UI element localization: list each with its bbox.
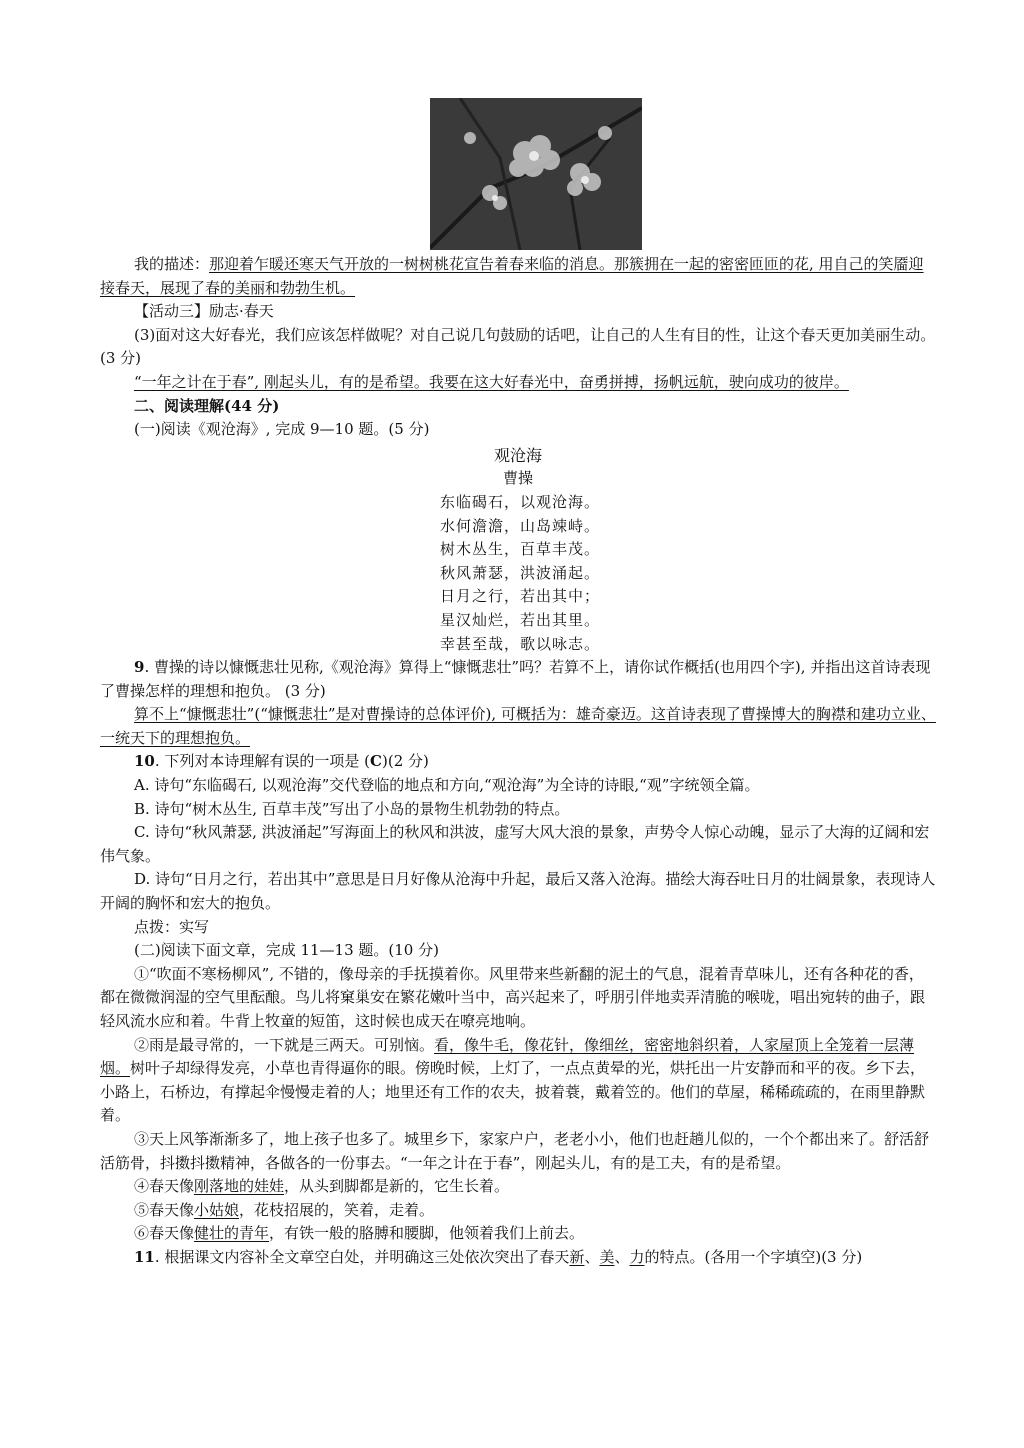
p6-fill: 健壮的青年	[194, 1224, 270, 1243]
p6-post: ，有铁一般的胳膊和腰脚，他领着我们上前去。	[269, 1224, 585, 1243]
passage-paragraph-4	[100, 1175, 936, 1199]
q11-answer-1: 新	[569, 1247, 585, 1266]
document-body	[100, 253, 936, 1270]
passage-paragraph-1: ①“吹面不寒杨柳风”, 不错的，像母亲的手抚摸着你。风里带来些新翻的泥土的气息，混着青草味儿，还有各种花的香，都在微微润湿的空气里酝酿。鸟儿将窠巢安在繁花嫩叶当中，高兴起来了，呼朋引伴地卖弄清脆的喉咙，唱出宛转的曲子，跟轻风流水应和着。牛背上牧童的短笛，这时候也成天在嘹亮地响。	[100, 964, 926, 1030]
poem-line: 秋风萧瑟，洪波涌起。	[440, 563, 601, 582]
q10-text: . 下列对本诗理解有误的一项是 (	[154, 752, 371, 771]
poem-line: 树木丛生，百草丰茂。	[440, 540, 601, 559]
poem-line: 水何澹澹，山岛竦峙。	[440, 516, 601, 535]
peach-blossom-photo-icon	[430, 98, 642, 250]
p4-fill: 刚落地的娃娃	[194, 1177, 285, 1196]
description-answer: 那迎着乍暖还寒天气开放的一树树桃花宣告着春来临的消息。那簇拥在一起的密密匝匝的花, 用自己的笑靥迎接春天，展现了春的美丽和勃勃生机。	[100, 255, 924, 297]
part1-intro: (一)阅读《观沧海》, 完成 9—10 题。(5 分)	[134, 420, 430, 439]
description-label: 我的描述：	[134, 255, 210, 273]
q11-text-post: 的特点。(各用一个字填空)(3 分)	[644, 1247, 863, 1266]
q11-answer-2: 美	[599, 1247, 615, 1266]
p4-pre: ④春天像	[134, 1177, 195, 1196]
description-paragraph	[100, 253, 936, 300]
q9-text: . 曹操的诗以慷慨悲壮见称,《观沧海》算得上“慷慨悲壮”吗？若算不上，请你试作概括(也用四个字), 并指出这首诗表现了曹操怎样的理想和抱负。 (3 分)	[100, 658, 931, 700]
passage-paragraph-3: ③天上风筝渐渐多了，地上孩子也多了。城里乡下，家家户户，老老小小，他们也赶趟儿似的，一个个都出来了。舒活舒活筋骨，抖擞抖擞精神，各做各的一份事去。“一年之计在于春”，刚起头儿，有的是工夫，有的是希望。	[100, 1129, 930, 1172]
part2-intro: (二)阅读下面文章，完成 11—13 题。(10 分)	[134, 941, 439, 960]
q10-text-end: )(2 分)	[382, 752, 429, 771]
q11-text-pre: . 根据课文内容补全文章空白处，并明确这三处依次突出了春天	[154, 1247, 570, 1266]
p6-pre: ⑥春天像	[134, 1224, 195, 1243]
poem-line: 幸甚至哉，歌以咏志。	[440, 634, 601, 653]
q11-number: 11	[134, 1247, 155, 1266]
question-9	[100, 656, 936, 703]
activity3-answer: “一年之计在于春”, 刚起头儿，有的是希望。我要在这大好春光中，奋勇拼搏，扬帆远航，驶向成功的彼岸。	[134, 372, 849, 391]
passage-paragraph-6	[100, 1222, 936, 1246]
q10-answer: C	[370, 752, 382, 771]
question-10	[100, 750, 936, 774]
poem-body	[100, 491, 936, 656]
section2-heading: 二、阅读理解(44 分)	[134, 396, 280, 415]
p5-fill: 小姑娘	[194, 1200, 240, 1219]
p2-rest: 树叶子却绿得发亮，小草也青得逼你的眼。傍晚时候，上灯了，一点点黄晕的光，烘托出一片安静而和平的夜。乡下去，小路上，石桥边，有撑起伞慢慢走着的人；地里还有工作的农夫，披着蓑，戴着笠的。他们的草屋，稀稀疏疏的，在雨里静默着。	[100, 1059, 926, 1125]
poem-line: 日月之行，若出其中；	[440, 587, 601, 606]
poem-line: 星汉灿烂，若出其里。	[440, 610, 601, 629]
p5-pre: ⑤春天像	[134, 1200, 195, 1219]
p2-start: ②雨是最寻常的，一下就是三两天。可别恼。	[134, 1035, 435, 1054]
activity3-heading: 【活动三】励志·春天	[134, 302, 274, 321]
question-11	[100, 1246, 936, 1270]
q10-hint: 点拨：实写	[134, 917, 210, 936]
q11-sep-1: 、	[584, 1247, 600, 1266]
q11-answer-3: 力	[629, 1247, 645, 1266]
q10-option-d: D. 诗句“日月之行，若出其中”意思是日月好像从沧海中升起，最后又落入沧海。描绘大海吞吐日月的壮阔景象，表现诗人开阔的胸怀和宏大的抱负。	[100, 870, 936, 913]
poem-line: 东临碣石，以观沧海。	[440, 492, 601, 511]
q11-sep-2: 、	[614, 1247, 630, 1266]
activity3-question: (3)面对这大好春光，我们应该怎样做呢？对自己说几句鼓励的话吧，让自己的人生有目的性，让这个春天更加美丽生动。(3 分)	[100, 325, 936, 368]
blossom-illustration	[430, 98, 642, 250]
passage-paragraph-5	[100, 1199, 936, 1223]
q10-number: 10	[134, 752, 155, 771]
q10-option-b: B. 诗句“树木丛生, 百草丰茂”写出了小岛的景物生机勃勃的特点。	[134, 799, 570, 818]
p5-post: ，花枝招展的，笑着，走着。	[239, 1200, 435, 1219]
passage-paragraph-2	[100, 1034, 936, 1128]
q9-answer: 算不上“慷慨悲壮”(“慷慨悲壮”是对曹操诗的总体评价), 可概括为：雄奇豪迈。这首诗表现了曹操博大的胸襟和建功立业、一统天下的理想抱负。	[100, 705, 936, 747]
poem-author: 曹操	[502, 469, 533, 488]
poem-title: 观沧海	[493, 445, 542, 465]
p4-post: ，从头到脚都是新的，它生长着。	[284, 1177, 510, 1196]
q10-option-c: C. 诗句“秋风萧瑟, 洪波涌起”写海面上的秋风和洪波，虚写大风大浪的景象，声势令人惊心动魄，显示了大海的辽阔和宏伟气象。	[100, 823, 930, 865]
q10-option-a: A. 诗句“东临碣石, 以观沧海”交代登临的地点和方向,“观沧海”为全诗的诗眼,“观”字统领全篇。	[134, 776, 760, 795]
q9-number: 9	[134, 658, 145, 677]
p2-underlined: 看，像牛毛，像花针，像细丝，密密地斜织着，人家屋顶上全笼着一层薄烟。	[100, 1035, 915, 1078]
